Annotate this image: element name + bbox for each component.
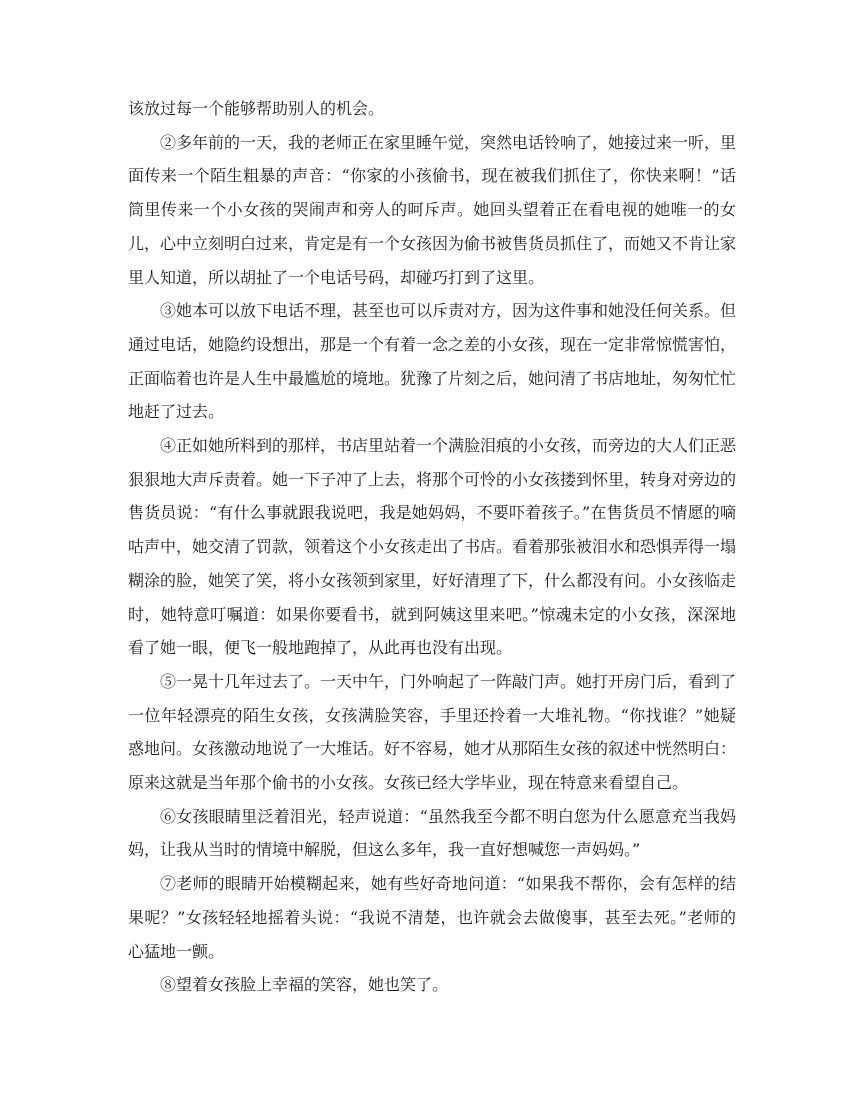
paragraph-3: ③她本可以放下电话不理，甚至也可以斥责对方，因为这件事和她没任何关系。但通过电话，她隐约设想出，那是一个有着一念之差的小女孩，现在一定非常惊慌害怕，正面临着也许是人生中最尴尬的境地。犹豫了片刻之后，她问清了书店地址，匆匆忙忙地赶了过去。 xyxy=(128,301,737,422)
paragraph-4: ④正如她所料到的那样，书店里站着一个满脸泪痕的小女孩，而旁边的大人们正恶狠狠地大声斥责着。她一下子冲了上去，将那个可怜的小女孩搂到怀里，转身对旁边的售货员说：“有什么事就跟我说吧，我是她妈妈，不要吓着孩子。”在售货员不情愿的嘀咕声中，她交清了罚款，领着这个小女孩走出了书店。看着那张被泪水和恐惧弄得一塌糊涂的脸，她笑了笑，将小女孩领到家里，好好清理了下，什么都没有问。小女孩临走时，她特意叮嘱道：如果你要看书，就到阿姨这里来吧。”惊魂未定的小女孩，深深地看了她一眼，便飞一般地跑掉了，从此再也没有出现。 xyxy=(128,436,737,658)
paragraph-8: ⑧望着女孩脸上幸福的笑容，她也笑了。 xyxy=(160,975,449,995)
paragraph-7: ⑦老师的眼睛开始模糊起来，她有些好奇地问道：“如果我不帮你，会有怎样的结果呢？”女孩轻轻地摇着头说：“我说不清楚，也许就会去做傻事，甚至去死。”老师的心猛地一颤。 xyxy=(128,874,736,961)
paragraph-1-continuation: 该放过每一个能够帮助别人的机会。 xyxy=(128,99,385,118)
paragraph-6: ⑥女孩眼睛里泛着泪光，轻声说道：“虽然我至今都不明白您为什么愿意充当我妈妈，让我从当时的情境中解脱，但这么多年，我一直好想喊您一声妈妈。” xyxy=(128,806,736,860)
document-page xyxy=(128,92,736,1002)
paragraph-5: ⑤一晃十几年过去了。一天中午，门外响起了一阵敲门声。她打开房门后，看到了一位年轻漂亮的陌生女孩，女孩满脸笑容，手里还拎着一大堆礼物。“你找谁？”她疑惑地问。女孩激动地说了一大堆话。好不容易，她才从那陌生女孩的叙述中恍然明白：原来这就是当年那个偷书的小女孩。女孩已经大学毕业，现在特意来看望自己。 xyxy=(128,671,737,793)
paragraph-2: ②多年前的一天，我的老师正在家里睡午觉，突然电话铃响了，她接过来一听，里面传来一个陌生粗暴的声音：“你家的小孩偷书，现在被我们抓住了，你快来啊！”话筒里传来一个小女孩的哭闹声和旁人的呵斥声。她回头望着正在看电视的她唯一的女儿，心中立刻明白过来，肯定是有一个女孩因为偷书被售货员抓住了，而她又不肯让家里人知道，所以胡扯了一个电话号码，却碰巧打到了这里。 xyxy=(128,132,737,287)
